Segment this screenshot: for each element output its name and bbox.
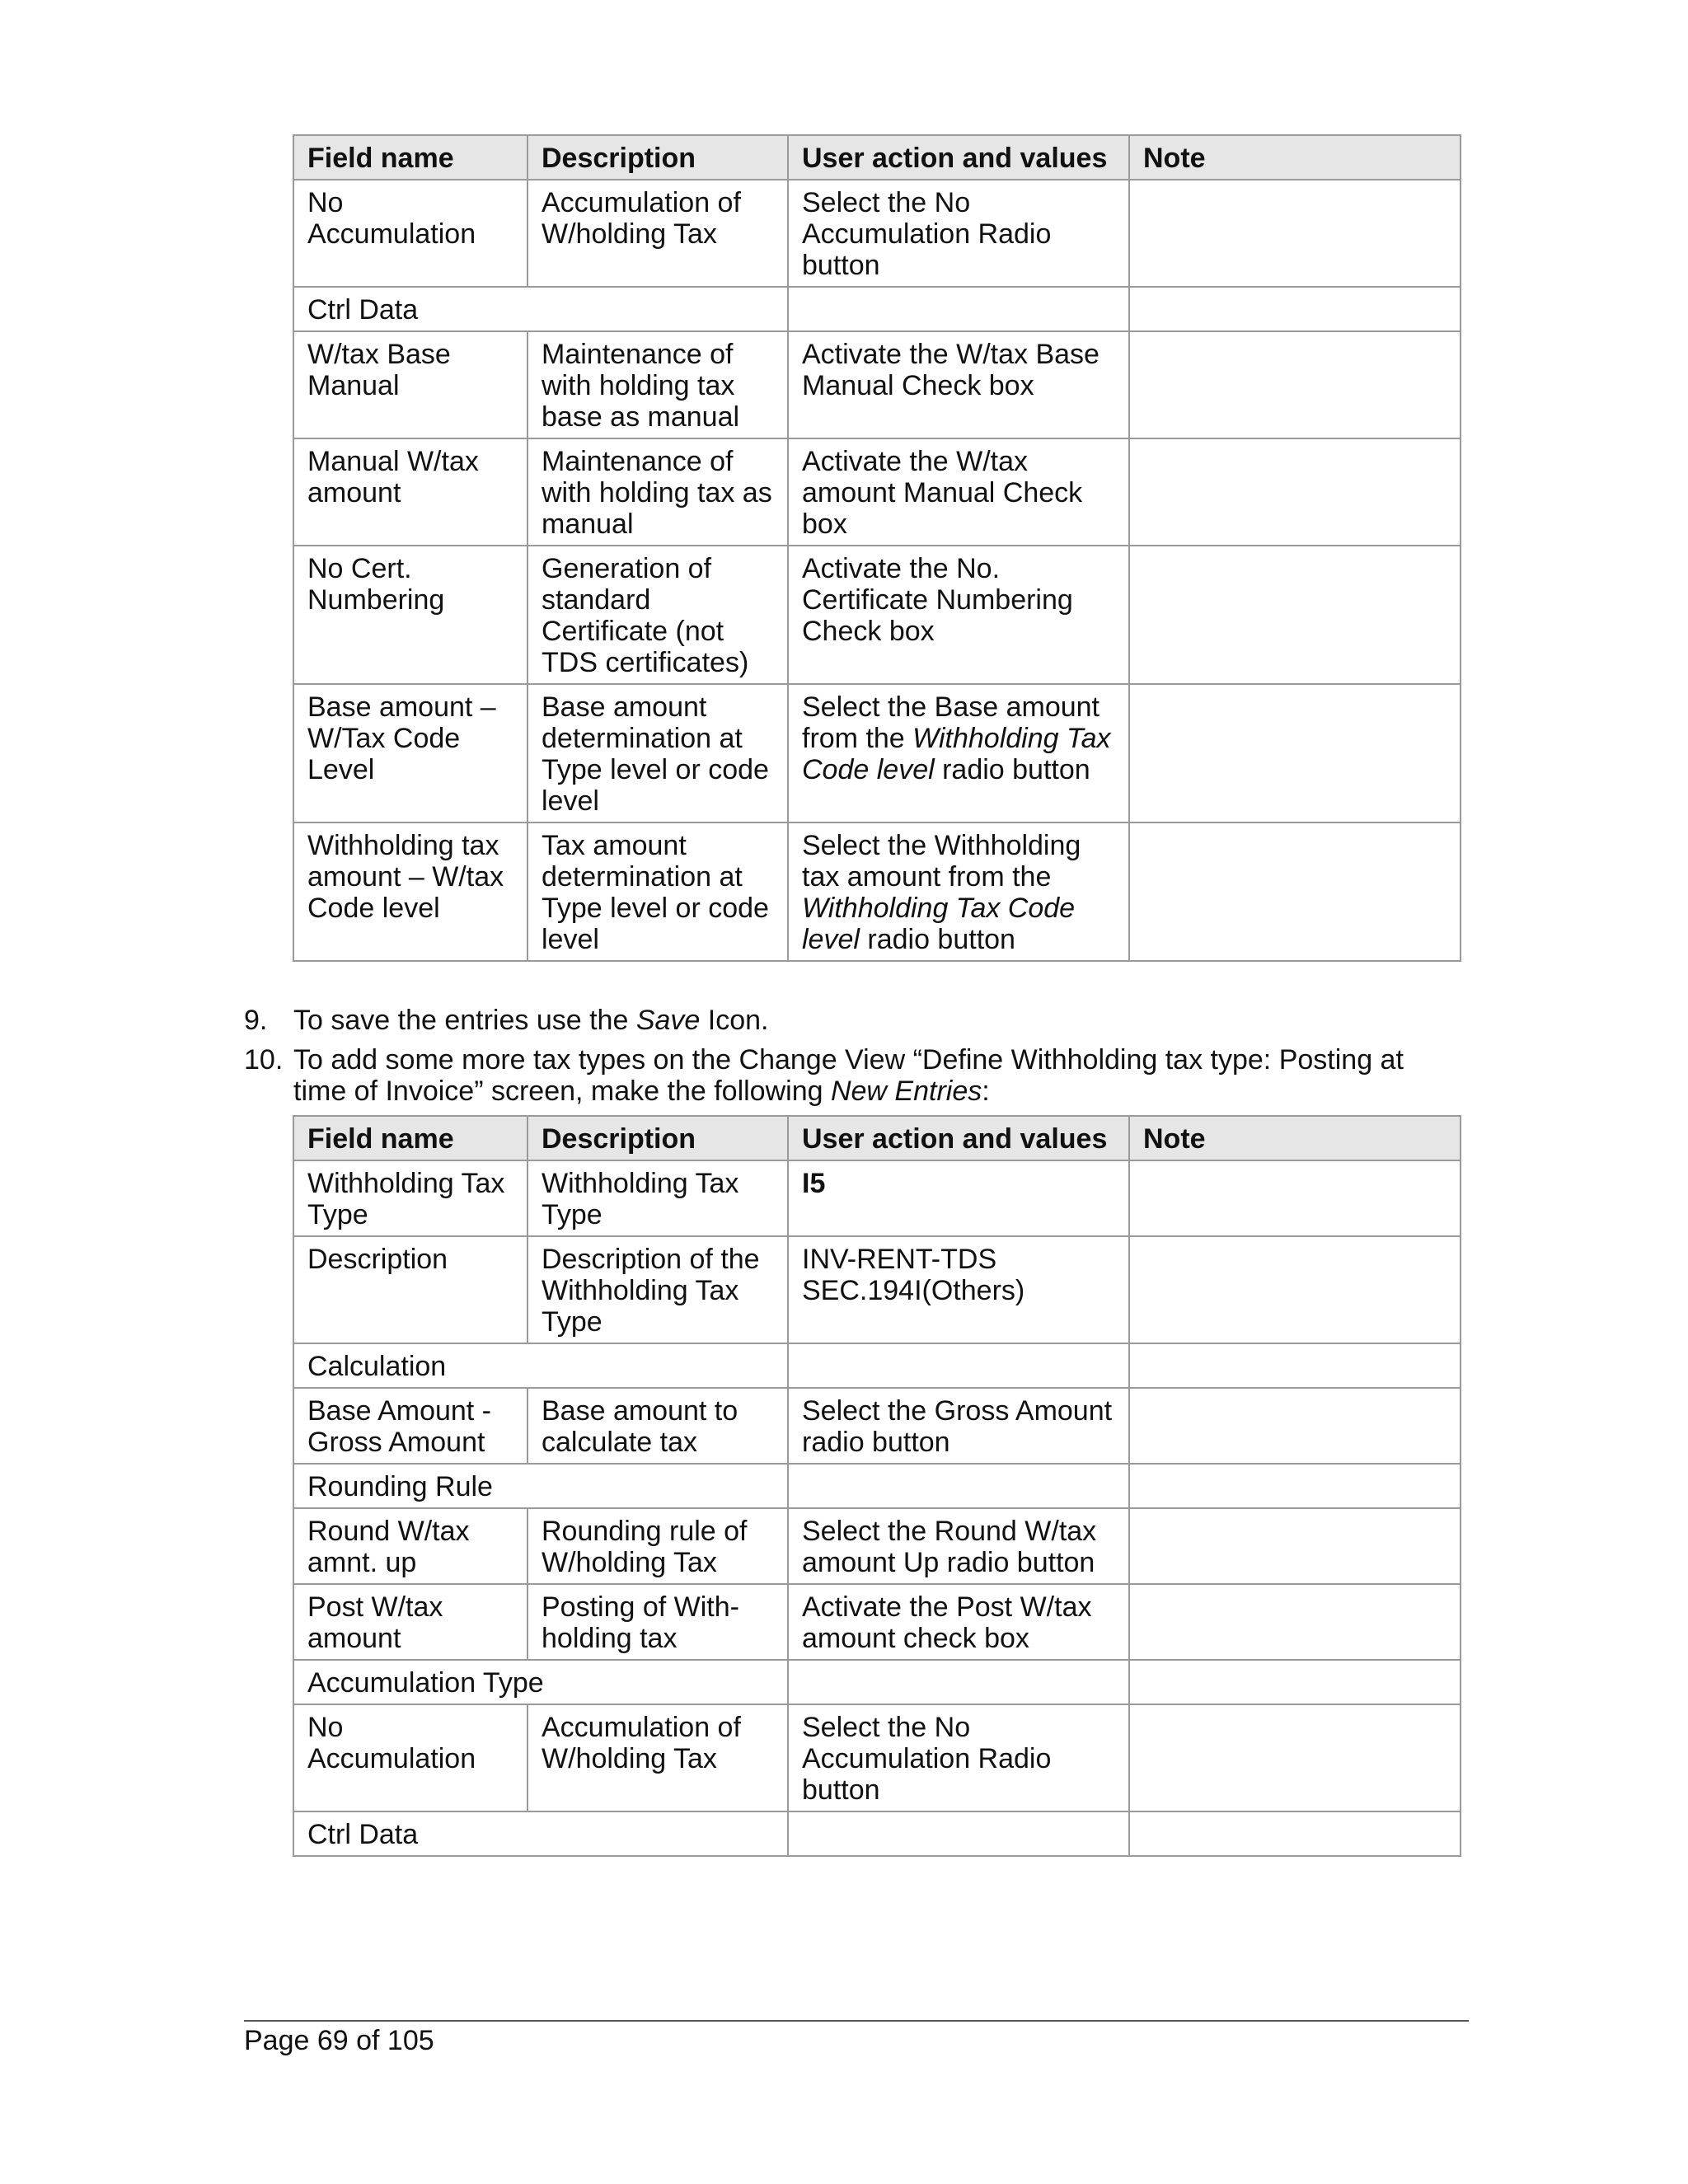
cell-user-action (788, 1343, 1129, 1388)
table-row (293, 1584, 1461, 1660)
cell-note (1129, 1160, 1461, 1236)
cell-description: Tax amount determination at Type level or code level (528, 823, 788, 961)
table-row (293, 1508, 1461, 1584)
section-row (293, 1811, 1461, 1856)
table-header-row (293, 1116, 1461, 1160)
cell-field-name: Manual W/tax amount (293, 438, 528, 546)
cell-description: Generation of standard Certificate (not TDS certificates) (528, 546, 788, 684)
step-emphasis: Save (635, 1005, 701, 1036)
step-number: 10. (244, 1044, 284, 1076)
step-text (293, 1044, 1464, 1107)
cell-user-action (788, 684, 1129, 823)
table-row (293, 823, 1461, 961)
header-note: Note (1129, 135, 1461, 180)
cell-note (1129, 1388, 1461, 1464)
cell-note (1129, 823, 1461, 961)
table-header-row (293, 135, 1461, 180)
cell-user-action: Select the Gross Amount radio button (788, 1388, 1129, 1464)
header-field-name: Field name (293, 135, 528, 180)
section-label: Calculation (293, 1343, 788, 1388)
cell-user-action: Activate the W/tax Base Manual Check box (788, 331, 1129, 438)
step-text-start: To add some more tax types on the Change View “Define Withholding tax type: Posting at time of Invoice” screen, make the following (293, 1044, 1404, 1107)
cell-description: Description of the Withholding Tax Type (528, 1236, 788, 1343)
action-text-end: radio button (859, 924, 1015, 955)
cell-description: Accumulation of W/holding Tax (528, 1704, 788, 1811)
action-emphasis: Withholding Tax Code level (802, 893, 1076, 955)
cell-description: Posting of With-holding tax (528, 1584, 788, 1660)
cell-field-name: Base Amount -Gross Amount (293, 1388, 528, 1464)
cell-description: Base amount determination at Type level or code level (528, 684, 788, 823)
table-row (293, 1388, 1461, 1464)
table-row (293, 1236, 1461, 1343)
section-row (293, 1660, 1461, 1704)
cell-note (1129, 684, 1461, 823)
cell-field-name: Withholding tax amount – W/tax Code level (293, 823, 528, 961)
cell-field-name: Description (293, 1236, 528, 1343)
header-user-action: User action and values (788, 1116, 1129, 1160)
cell-description: Rounding rule of W/holding Tax (528, 1508, 788, 1584)
cell-note (1129, 1236, 1461, 1343)
cell-note (1129, 438, 1461, 546)
table-row (293, 684, 1461, 823)
cell-field-name: W/tax Base Manual (293, 331, 528, 438)
cell-note (1129, 180, 1461, 287)
cell-user-action: I5 (788, 1160, 1129, 1236)
cell-field-name: No Accumulation (293, 180, 528, 287)
cell-user-action (788, 1660, 1129, 1704)
header-description: Description (528, 135, 788, 180)
cell-user-action (788, 287, 1129, 331)
step-number: 9. (244, 1005, 268, 1036)
cell-user-action: Activate the W/tax amount Manual Check box (788, 438, 1129, 546)
cell-user-action (788, 823, 1129, 961)
table-row (293, 331, 1461, 438)
action-text: Select the Withholding tax amount from the (802, 830, 1081, 893)
cell-note (1129, 1464, 1461, 1508)
step-text-end: : (982, 1076, 990, 1107)
step-item (244, 1005, 1464, 1036)
cell-note (1129, 1343, 1461, 1388)
footer-divider (244, 2020, 1469, 2022)
cell-note (1129, 1508, 1461, 1584)
cell-field-name: No Accumulation (293, 1704, 528, 1811)
cell-user-action (788, 1464, 1129, 1508)
cell-description: Maintenance of with holding tax as manual (528, 438, 788, 546)
action-text: Select the Base amount from the (802, 691, 1100, 754)
cell-user-action: Select the No Accumulation Radio button (788, 180, 1129, 287)
cell-field-name: Post W/tax amount (293, 1584, 528, 1660)
cell-description: Maintenance of with holding tax base as manual (528, 331, 788, 438)
step-emphasis: New Entries (830, 1076, 982, 1107)
table-row (293, 180, 1461, 287)
cell-note (1129, 1660, 1461, 1704)
cell-field-name: Withholding Tax Type (293, 1160, 528, 1236)
cell-note (1129, 287, 1461, 331)
header-note: Note (1129, 1116, 1461, 1160)
step-text-start: To save the entries use the (293, 1005, 636, 1036)
section-row (293, 287, 1461, 331)
table-row (293, 1160, 1461, 1236)
cell-description: Withholding Tax Type (528, 1160, 788, 1236)
header-user-action: User action and values (788, 135, 1129, 180)
section-row (293, 1464, 1461, 1508)
cell-field-name: Round W/tax amnt. up (293, 1508, 528, 1584)
cell-note (1129, 1704, 1461, 1811)
table-row (293, 546, 1461, 684)
cell-user-action (788, 1811, 1129, 1856)
cell-user-action: Select the No Accumulation Radio button (788, 1704, 1129, 1811)
cell-user-action: Activate the Post W/tax amount check box (788, 1584, 1129, 1660)
table-row (293, 438, 1461, 546)
cell-note (1129, 546, 1461, 684)
cell-user-action: INV-RENT-TDS SEC.194I(Others) (788, 1236, 1129, 1343)
step-text (293, 1005, 1464, 1036)
cell-field-name: Base amount – W/Tax Code Level (293, 684, 528, 823)
cell-description: Accumulation of W/holding Tax (528, 180, 788, 287)
header-description: Description (528, 1116, 788, 1160)
table-row (293, 1704, 1461, 1811)
cell-field-name: No Cert. Numbering (293, 546, 528, 684)
cell-note (1129, 1811, 1461, 1856)
withholding-settings-table-1 (293, 134, 1461, 962)
cell-user-action: Activate the No. Certificate Numbering Check box (788, 546, 1129, 684)
section-row (293, 1343, 1461, 1388)
step-text-end: Icon. (700, 1005, 769, 1036)
header-field-name: Field name (293, 1116, 528, 1160)
step-item (244, 1044, 1464, 1107)
cell-description: Base amount to calculate tax (528, 1388, 788, 1464)
section-label: Ctrl Data (293, 1811, 788, 1856)
cell-user-action: Select the Round W/tax amount Up radio button (788, 1508, 1129, 1584)
action-emphasis: Withholding Tax Code level (802, 723, 1111, 785)
section-label: Ctrl Data (293, 287, 788, 331)
cell-note (1129, 1584, 1461, 1660)
action-text-end: radio button (934, 754, 1090, 785)
cell-note (1129, 331, 1461, 438)
withholding-settings-table-2 (293, 1115, 1461, 1857)
page-number: Page 69 of 105 (244, 2025, 434, 2056)
instruction-steps (244, 1005, 1464, 1115)
section-label: Rounding Rule (293, 1464, 788, 1508)
section-label: Accumulation Type (293, 1660, 788, 1704)
